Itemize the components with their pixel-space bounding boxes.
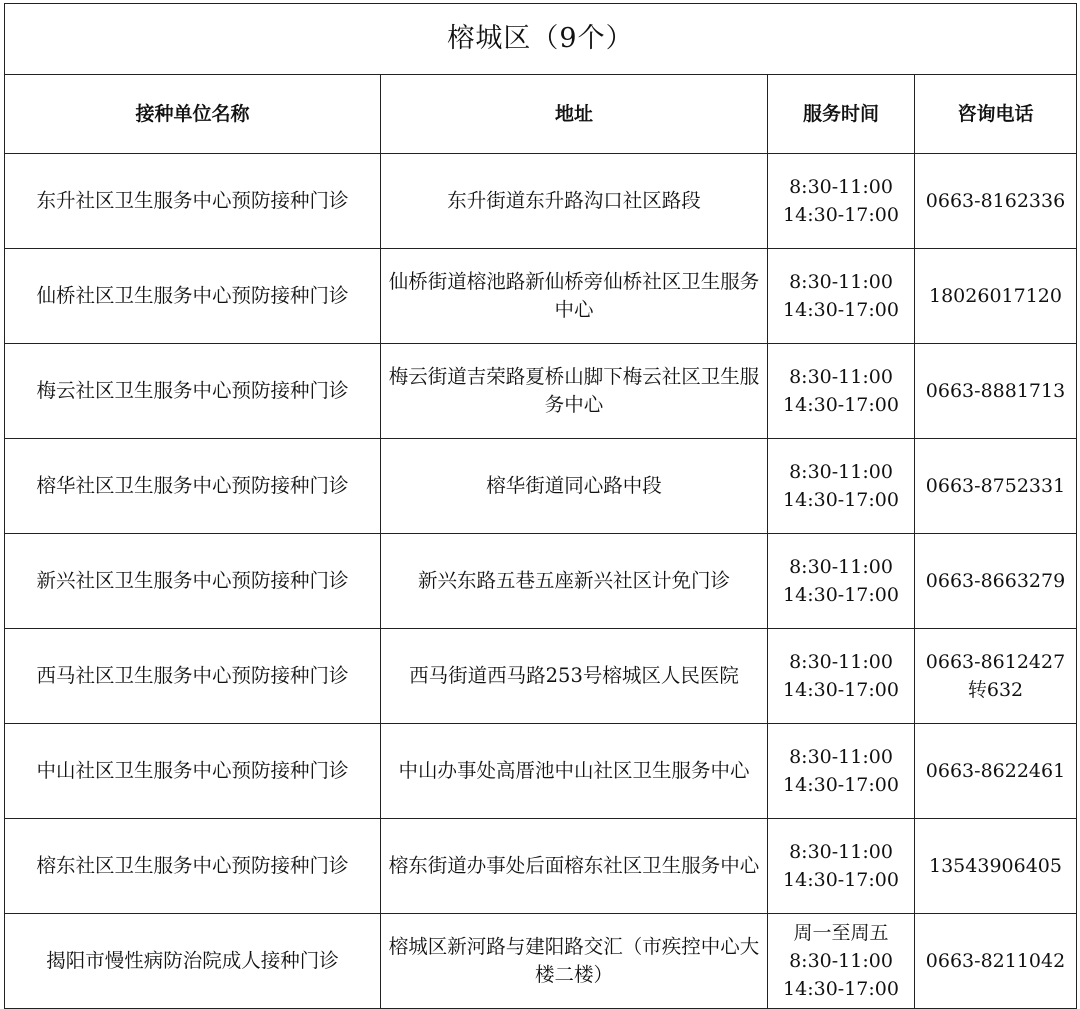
service-time-line: 8:30-11:00 bbox=[789, 841, 893, 863]
phone-line: 13543906405 bbox=[929, 855, 1062, 877]
cell-address: 东升街道东升路沟口社区路段 bbox=[381, 154, 768, 249]
cell-phone bbox=[915, 344, 1077, 439]
cell-unit-name: 新兴社区卫生服务中心预防接种门诊 bbox=[5, 534, 381, 629]
cell-service-time bbox=[768, 914, 915, 1009]
cell-unit-name: 中山社区卫生服务中心预防接种门诊 bbox=[5, 724, 381, 819]
service-time-line: 14:30-17:00 bbox=[783, 204, 899, 226]
cell-phone bbox=[915, 439, 1077, 534]
cell-unit-name: 梅云社区卫生服务中心预防接种门诊 bbox=[5, 344, 381, 439]
phone-line: 0663-8162336 bbox=[925, 190, 1066, 212]
table-row bbox=[5, 724, 1077, 819]
phone-line: 0663-8752331 bbox=[925, 475, 1066, 497]
table-row bbox=[5, 154, 1077, 249]
cell-service-time bbox=[768, 344, 915, 439]
table-row bbox=[5, 914, 1077, 1009]
service-time-line: 周一至周五 bbox=[793, 922, 889, 944]
table-row bbox=[5, 534, 1077, 629]
phone-line: 0663-8622461 bbox=[925, 760, 1066, 782]
cell-unit-name: 仙桥社区卫生服务中心预防接种门诊 bbox=[5, 249, 381, 344]
cell-address: 中山办事处高厝池中山社区卫生服务中心 bbox=[381, 724, 768, 819]
cell-service-time bbox=[768, 154, 915, 249]
cell-unit-name: 榕东社区卫生服务中心预防接种门诊 bbox=[5, 819, 381, 914]
table-title-row bbox=[5, 4, 1077, 75]
service-time-line: 14:30-17:00 bbox=[783, 584, 899, 606]
cell-service-time bbox=[768, 534, 915, 629]
cell-unit-name: 榕华社区卫生服务中心预防接种门诊 bbox=[5, 439, 381, 534]
table-row bbox=[5, 249, 1077, 344]
service-time-line: 8:30-11:00 bbox=[789, 271, 893, 293]
service-time-line: 8:30-11:00 bbox=[789, 176, 893, 198]
service-time-line: 8:30-11:00 bbox=[789, 461, 893, 483]
cell-service-time bbox=[768, 439, 915, 534]
vaccination-sites-table bbox=[4, 3, 1077, 1009]
service-time-line: 14:30-17:00 bbox=[783, 489, 899, 511]
cell-address: 榕华街道同心路中段 bbox=[381, 439, 768, 534]
service-time-line: 8:30-11:00 bbox=[789, 366, 893, 388]
cell-unit-name: 揭阳市慢性病防治院成人接种门诊 bbox=[5, 914, 381, 1009]
cell-service-time bbox=[768, 819, 915, 914]
phone-line: 0663-8211042 bbox=[925, 950, 1066, 972]
cell-address: 仙桥街道榕池路新仙桥旁仙桥社区卫生服务中心 bbox=[381, 249, 768, 344]
header-address: 地址 bbox=[381, 75, 768, 154]
table-row bbox=[5, 629, 1077, 724]
service-time-line: 14:30-17:00 bbox=[783, 774, 899, 796]
cell-service-time bbox=[768, 249, 915, 344]
cell-service-time bbox=[768, 629, 915, 724]
phone-line: 18026017120 bbox=[929, 285, 1062, 307]
phone-line: 0663-8881713 bbox=[925, 380, 1066, 402]
table-row bbox=[5, 819, 1077, 914]
service-time-line: 8:30-11:00 bbox=[789, 950, 893, 972]
cell-address: 梅云街道吉荣路夏桥山脚下梅云社区卫生服务中心 bbox=[381, 344, 768, 439]
cell-phone bbox=[915, 629, 1077, 724]
cell-address: 新兴东路五巷五座新兴社区计免门诊 bbox=[381, 534, 768, 629]
service-time-line: 14:30-17:00 bbox=[783, 978, 899, 1000]
phone-line: 转632 bbox=[967, 679, 1024, 701]
table-row bbox=[5, 344, 1077, 439]
table-row bbox=[5, 439, 1077, 534]
table-header-row bbox=[5, 75, 1077, 154]
service-time-line: 8:30-11:00 bbox=[789, 556, 893, 578]
table-title: 榕城区（9个） bbox=[5, 4, 1077, 75]
phone-line: 0663-8612427 bbox=[925, 651, 1066, 673]
cell-phone bbox=[915, 819, 1077, 914]
service-time-line: 14:30-17:00 bbox=[783, 394, 899, 416]
header-service-time: 服务时间 bbox=[768, 75, 915, 154]
cell-service-time bbox=[768, 724, 915, 819]
cell-phone bbox=[915, 724, 1077, 819]
service-time-line: 8:30-11:00 bbox=[789, 651, 893, 673]
phone-line: 0663-8663279 bbox=[925, 570, 1066, 592]
service-time-line: 14:30-17:00 bbox=[783, 869, 899, 891]
cell-phone bbox=[915, 154, 1077, 249]
table-body bbox=[5, 154, 1077, 1009]
header-phone: 咨询电话 bbox=[915, 75, 1077, 154]
cell-address: 榕东街道办事处后面榕东社区卫生服务中心 bbox=[381, 819, 768, 914]
header-unit-name: 接种单位名称 bbox=[5, 75, 381, 154]
service-time-line: 14:30-17:00 bbox=[783, 679, 899, 701]
cell-phone bbox=[915, 914, 1077, 1009]
cell-unit-name: 西马社区卫生服务中心预防接种门诊 bbox=[5, 629, 381, 724]
cell-address: 西马街道西马路253号榕城区人民医院 bbox=[381, 629, 768, 724]
service-time-line: 8:30-11:00 bbox=[789, 746, 893, 768]
cell-phone bbox=[915, 249, 1077, 344]
cell-phone bbox=[915, 534, 1077, 629]
cell-unit-name: 东升社区卫生服务中心预防接种门诊 bbox=[5, 154, 381, 249]
service-time-line: 14:30-17:00 bbox=[783, 299, 899, 321]
cell-address: 榕城区新河路与建阳路交汇（市疾控中心大楼二楼） bbox=[381, 914, 768, 1009]
